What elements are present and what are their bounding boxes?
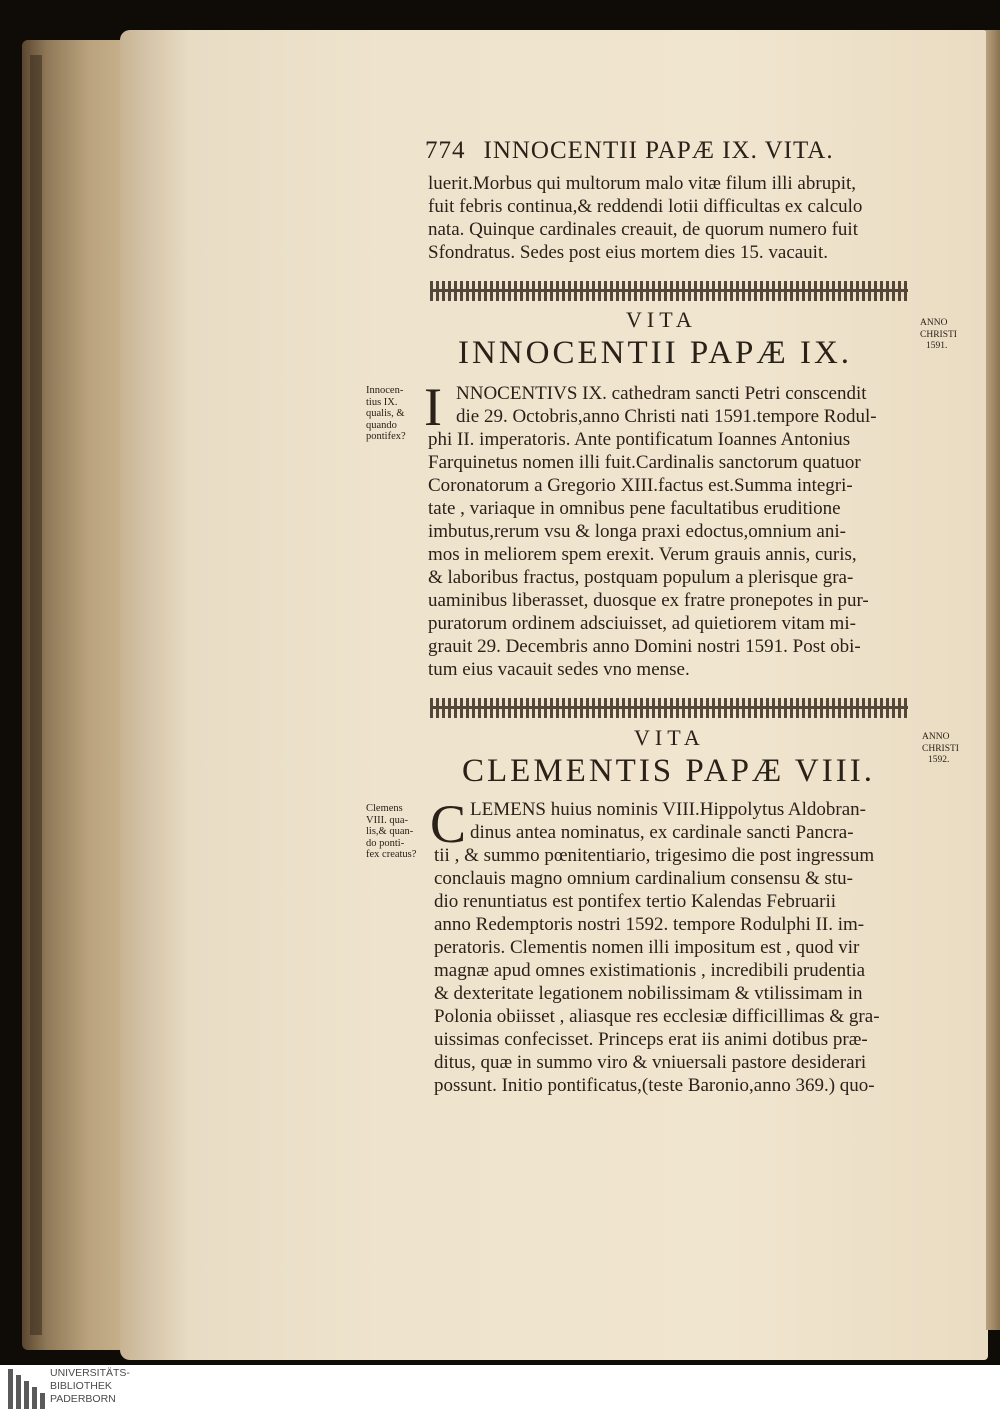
text-line: mos in meliorem spem erexit. Verum grauis annis, curis, [428, 544, 857, 565]
text-line: tum eius vacauit sedes vno mense. [428, 659, 690, 680]
text-line: LEMENS huius nominis VIII.Hippolytus Aldobran- [470, 799, 867, 820]
text-line: NNOCENTIVS IX. cathedram sancti Petri conscendit [456, 383, 867, 404]
text-line: die 29. Octobris,anno Christi nati 1591.tempore Rodul- [456, 406, 877, 427]
text-line: & laboribus fractus, postquam populum a plerisque gra- [428, 567, 854, 588]
book-right-edge [986, 30, 1000, 1330]
ornamental-divider [430, 281, 908, 301]
section-vita-label: VITA [626, 307, 697, 332]
text-line: uissimas confecisset. Princeps erat iis animi dotibus præ- [434, 1029, 868, 1050]
library-name: UNIVERSITÄTS- BIBLIOTHEK PADERBORN [50, 1367, 130, 1405]
text-line: conclauis magno omnium cardinalium consensu & stu- [434, 868, 853, 889]
margin-note: Innocen- tius IX. qualis, & quando pontifex? [366, 385, 406, 442]
drop-cap: C [430, 794, 467, 854]
text-line: phi II. imperatoris. Ante pontificatum Ioannes Antonius [428, 429, 851, 450]
text-line: magnæ apud omnes existimationis , incredibili prudentia [434, 960, 866, 981]
running-title: INNOCENTII PAPÆ IX. VITA. [483, 137, 834, 164]
text-line: Coronatorum a Gregorio XIII.factus est.Summa integri- [428, 475, 853, 496]
anno-christi-note: ANNO CHRISTI 1592. [922, 732, 959, 765]
library-logo-icon [6, 1367, 46, 1413]
text-line: tii , & summo pœnitentiario, trigesimo die post ingressum [434, 845, 875, 866]
text-line: & dexteritate legationem nobilissimam & vtilissimam in [434, 983, 863, 1004]
text-line: fuit febris continua,& reddendi lotii difficultas ex calculo [428, 196, 863, 217]
text-line: anno Redemptoris nostri 1592. tempore Rodulphi II. im- [434, 914, 865, 935]
anno-christi-note: ANNO CHRISTI 1591. [920, 318, 957, 351]
section-vita-label: VITA [634, 725, 705, 750]
text-line: imbutus,rerum vsu & longa praxi edoctus,omnium ani- [428, 521, 846, 542]
text-line: uaminibus liberasset, duosque ex fratre pronepotes in pur- [428, 590, 869, 611]
text-line: grauit 29. Decembris anno Domini nostri 1591. Post obi- [428, 636, 861, 657]
text-line: Sfondratus. Sedes post eius mortem dies 15. vacauit. [428, 242, 828, 263]
text-line: ditus, quæ in summo viro & vniuersali pastore desiderari [434, 1052, 867, 1073]
text-line: Farquinetus nomen illi fuit.Cardinalis sanctorum quatuor [428, 452, 861, 473]
section-title: INNOCENTII PAPÆ IX. [458, 335, 853, 371]
library-footer [0, 1365, 1000, 1415]
running-header [425, 137, 834, 165]
text-line: dio renuntiatus est pontifex tertio Kalendas Februarii [434, 891, 837, 912]
margin-note: Clemens VIII. qua- lis,& quan- do ponti- fex creatus? [366, 803, 417, 860]
book-spine-shadow [30, 55, 42, 1335]
drop-cap: I [424, 377, 442, 437]
text-line: nata. Quinque cardinales creauit, de quorum numero fuit [428, 219, 858, 240]
text-line: peratoris. Clementis nomen illi impositum est , quod vir [434, 937, 860, 958]
ornamental-divider [430, 698, 908, 718]
text-line: dinus antea nominatus, ex cardinale sancti Pancra- [470, 822, 854, 843]
text-line: luerit.Morbus qui multorum malo vitæ filum illi abrupit, [428, 173, 857, 194]
page-number: 774 [425, 137, 466, 164]
text-line: tate , variaque in omnibus pene facultatibus eruditione [428, 498, 841, 519]
text-line: puratorum ordinem adsciuisset, ad quietiorem vitam mi- [428, 613, 856, 634]
section-title: CLEMENTIS PAPÆ VIII. [462, 753, 875, 789]
text-line: Polonia obiisset , aliasque res ecclesiæ difficillimas & gra- [434, 1006, 880, 1027]
text-line: possunt. Initio pontificatus,(teste Baronio,anno 369.) quo- [434, 1075, 875, 1096]
